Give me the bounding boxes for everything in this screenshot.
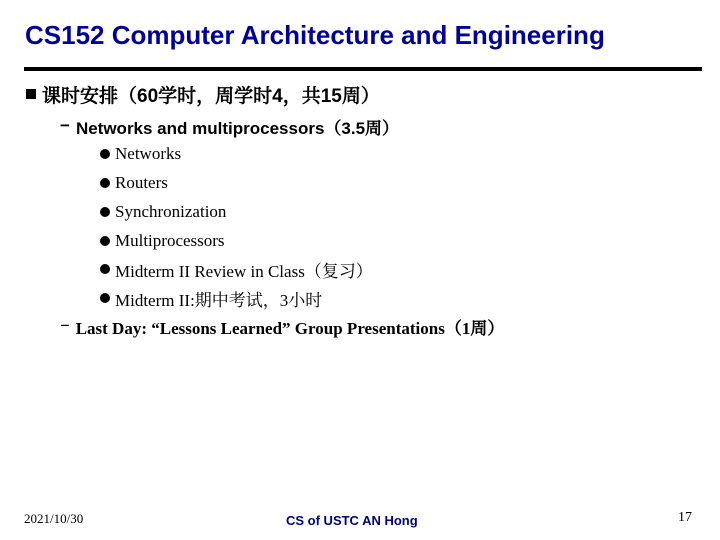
- list-item-text: Multiprocessors: [115, 231, 225, 250]
- sub-bullet-text: Last Day: “Lessons Learned” Group Presentations（1周）: [75, 318, 505, 338]
- list-item: [100, 142, 181, 166]
- bullet-main: [26, 80, 380, 108]
- list-item-text: Midterm II:期中考试，3小时: [115, 290, 323, 310]
- sub-bullet-last-day: [60, 314, 504, 338]
- list-item: [100, 229, 225, 253]
- list-item-text: Routers: [115, 173, 168, 192]
- page-number: 17: [678, 510, 692, 525]
- footer-author: CS of USTC AN Hong: [286, 513, 418, 528]
- dash-bullet-icon: −: [60, 116, 70, 135]
- list-item-text: Networks: [115, 144, 182, 163]
- list-item: [100, 286, 322, 310]
- list-item: [100, 257, 373, 281]
- sub-bullet-text: Networks and multiprocessors（3.5周）: [75, 118, 400, 138]
- dot-bullet-icon: [100, 178, 110, 188]
- list-item-text: Synchronization: [115, 202, 227, 221]
- list-item: [100, 171, 168, 195]
- dot-bullet-icon: [100, 264, 110, 274]
- dot-bullet-icon: [100, 293, 110, 303]
- title-divider: [24, 67, 702, 71]
- square-bullet-icon: [26, 89, 36, 99]
- sub-bullet-networks: [60, 114, 399, 138]
- slide-title: CS152 Computer Architecture and Engineering: [25, 20, 605, 50]
- dash-bullet-icon: −: [60, 316, 70, 335]
- list-item-text: Midterm II Review in Class（复习）: [115, 261, 373, 281]
- footer-date: 2021/10/30: [24, 511, 84, 526]
- dot-bullet-icon: [100, 149, 110, 159]
- dot-bullet-icon: [100, 236, 110, 246]
- dot-bullet-icon: [100, 207, 110, 217]
- list-item: [100, 200, 226, 224]
- bullet-main-text: 课时安排（60学时，周学时4，共15周）: [42, 85, 380, 107]
